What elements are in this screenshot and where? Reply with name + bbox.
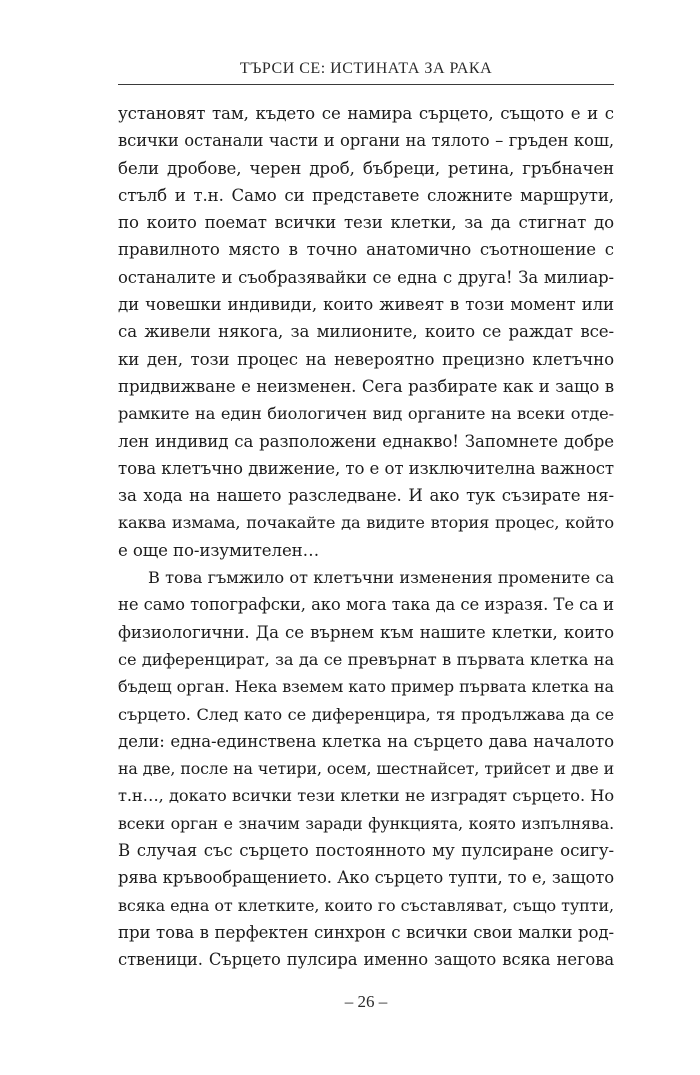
text-line: придвижване е неизменен. Сега разбирате как и защо в (118, 376, 614, 396)
text-line: всяка една от клетките, които го съставляват, също тупти, (118, 895, 614, 915)
text-line: сърцето. След като се диференцира, тя продължава да се (118, 704, 614, 724)
text-line: ственици. Сърцето пулсира именно защото всяка негова (118, 950, 614, 970)
text-line: ки ден, този процес на невероятно прецизно клетъчно (118, 349, 614, 369)
running-header: ТЪРСИ СЕ: ИСТИНАТА ЗА РАКА (239, 60, 493, 77)
text-line: бъдещ орган. Нека вземем като пример първата клетка на (118, 677, 614, 697)
text-line: е още по-изумителен… (118, 540, 320, 560)
text-line: всички останали части и органи на тялото – гръден кош, (118, 131, 614, 151)
page-number: – 26 – (344, 992, 388, 1011)
text-line: бели дробове, черен дроб, бъбреци, ретина, гръбначен (118, 158, 614, 178)
text-line: лен индивид са разположени еднакво! Запомнете добре (118, 431, 614, 451)
text-line: на две, после на четири, осем, шестнайсет, трийсет и две и (118, 759, 614, 779)
text-line: дели: една-единствена клетка на сърцето дава началото (118, 731, 614, 751)
text-line: физиологични. Да се върнем към нашите клетки, които (118, 622, 614, 642)
text-line: установят там, където се намира сърцето, същото е и с (118, 104, 614, 123)
text-line: рамките на един биологичен вид органите на всеки отде- (118, 404, 614, 424)
text-line: каква измама, почакайте да видите втория процес, който (118, 513, 614, 533)
text-line: В това гъмжило от клетъчни изменения промените са (148, 568, 614, 588)
text-line: се диференцират, за да се превърнат в първата клетка на (118, 649, 614, 669)
text-line: по които поемат всички тези клетки, за да стигнат до (118, 213, 614, 233)
text-line: стълб и т.н. Само си представете сложните маршрути, (118, 185, 614, 205)
paragraph-1 (118, 100, 614, 564)
text-line: правилното място в точно анатомично съотношение с (118, 240, 614, 260)
text-line: за хода на нашето разследване. И ако тук съзирате ня- (118, 486, 614, 506)
text-line: не само топографски, ако мога така да се изразя. Те са и (118, 595, 614, 615)
body-text (118, 100, 614, 974)
text-line: всеки орган е значим заради функцията, която изпълнява. (118, 813, 614, 833)
text-line: т.н…, докато всички тези клетки не изградят сърцето. Но (118, 786, 614, 806)
text-line: рява кръвообращението. Ако сърцето тупти, то е, защото (118, 868, 614, 888)
text-line: В случая със сърцето постоянното му пулсиране осигу- (118, 841, 614, 861)
paragraph-2 (118, 564, 614, 973)
text-line: са живели някога, за милионите, които се раждат все- (118, 322, 614, 342)
text-line: останалите и съобразявайки се една с друга! За милиар- (118, 267, 614, 287)
text-line: при това в перфектен синхрон с всички свои малки род- (118, 922, 614, 942)
text-line: ди човешки индивиди, които живеят в този момент или (118, 295, 614, 315)
header-rule (118, 84, 614, 85)
text-line: това клетъчно движение, то е от изключителна важност (118, 458, 614, 478)
